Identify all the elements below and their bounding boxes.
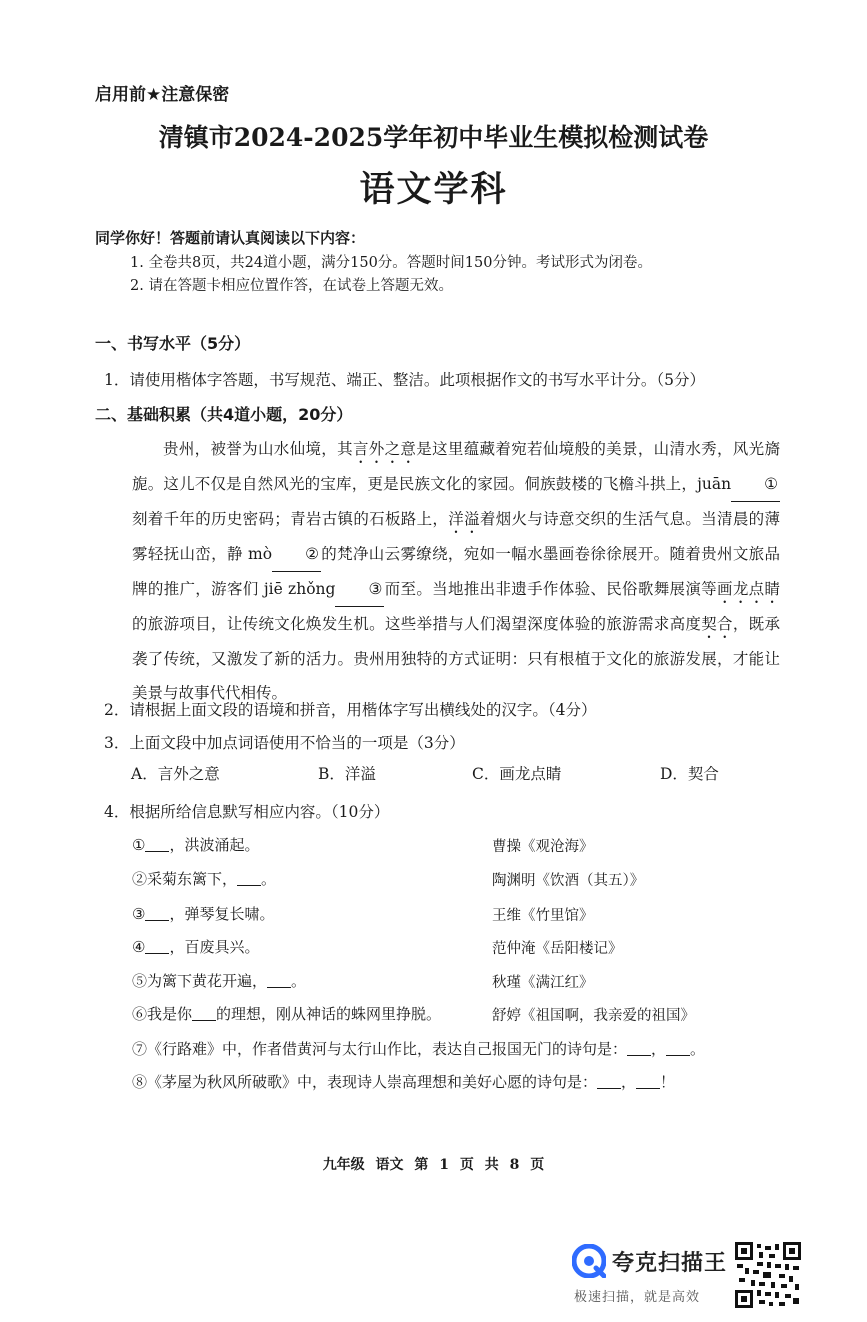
brand-slogan: 极速扫描，就是高效 (574, 1290, 701, 1305)
question-1: 1．请使用楷体字答题，书写规范、端正、整洁。此项根据作文的书写水平计分。（5分） (104, 371, 705, 389)
section-heading: 一、书写水平（5分） (95, 334, 251, 353)
option-c: C．画龙点睛 (472, 765, 562, 783)
notice-heading: 同学你好！答题前请认真阅读以下内容： (95, 229, 366, 247)
scanner-watermark (570, 1244, 735, 1310)
dotted-word: 契合 (701, 615, 733, 633)
dotted-word: 言外之意 (352, 440, 417, 458)
qr-code-icon (735, 1242, 801, 1308)
option-a: A．言外之意 (131, 765, 220, 783)
notice-item: 2. 请在答题卡相应位置作答，在试卷上答题无效。 (130, 278, 453, 294)
reading-passage: 贵州，被誉为山水仙境，其言外之意是这里蕴藏着宛若仙境般的美景，山清水秀，风光旖旎。这儿不仅是自然风光的宝库，更是民族文化的家园。侗族鼓楼的飞檐斗拱上，juān ①刻着千年的历史密码；青岩古镇的石板路上，洋溢着烟火与诗意交织的生活气息。当清晨的薄雾轻抚山峦，静 mò ② 的梵净山云雾缭绕，宛如一幅水墨画卷徐徐展开。随着贵州文旅品牌的推广，游客们 jiē zhǒng ③ 而至。当地推出非遗手作体验、民俗歌舞展演等画龙点睛的旅游项目，让传统文化焕发生机。这些举措与人们渴望深度体验的旅游需求高度契合，既承袭了传统，又激发了新的活力。贵州用独特的方式证明：只有根植于文化的旅游发展，才能让美景与故事代代相传。 (132, 440, 780, 702)
section-heading: 二、基础积累（共4道小题，20分） (95, 405, 353, 424)
recite-source: 舒婷《祖国啊，我亲爱的祖国》 (492, 1008, 695, 1024)
dotted-word: 洋溢 (448, 510, 480, 528)
option-d: D．契合 (660, 765, 719, 783)
quark-logo-icon (572, 1244, 606, 1278)
option-b: B．洋溢 (318, 765, 376, 783)
page-footer: 九年级 语文 第 1 页 共 8 页 (322, 1157, 545, 1173)
recite-line: ⑤为篱下黄花开遍， 。 (132, 972, 307, 990)
recite-line-8: ⑧《茅屋为秋风所破歌》中，表现诗人崇高理想和美好心愿的诗句是： ， ！ (132, 1073, 676, 1091)
recite-line: ⑥我是你 的理想，刚从神话的蛛网里挣脱。 (132, 1005, 442, 1023)
question-4: 4．根据所给信息默写相应内容。（10分） (104, 803, 390, 821)
recite-line: ②采菊东篱下， 。 (132, 870, 277, 888)
dotted-word: 画龙点睛 (717, 580, 780, 598)
exam-title: 清镇市2024-2025学年初中毕业生模拟检测试卷 (158, 123, 709, 152)
blank-2: ② (272, 537, 321, 572)
recite-line: ① ，洪波涌起。 (132, 836, 260, 854)
recite-line: ④ ，百废具兴。 (132, 938, 260, 956)
question-2: 2．请根据上面文段的语境和拼音，用楷体字写出横线处的汉字。（4分） (104, 701, 597, 719)
recite-source: 曹操《观沧海》 (492, 839, 594, 855)
notice-item: 1. 全卷共8页，共24道小题，满分150分。答题时间150分钟。考试形式为闭卷。 (130, 255, 652, 271)
blank-3: ③ (335, 572, 384, 607)
recite-source: 范仲淹《岳阳楼记》 (492, 941, 623, 957)
subject-title: 语文学科 (359, 169, 508, 210)
recite-source: 王维《竹里馆》 (492, 908, 594, 924)
question-3: 3．上面文段中加点词语使用不恰当的一项是（3分） (104, 734, 465, 752)
blank-1: ① (731, 467, 780, 502)
brand-name: 夸克扫描王 (612, 1251, 728, 1276)
recite-source: 秋瑾《满江红》 (492, 975, 594, 991)
recite-line-7: ⑦《行路难》中，作者借黄河与太行山作比，表达自己报国无门的诗句是： ， 。 (132, 1040, 706, 1058)
recite-source: 陶渊明《饮酒（其五）》 (492, 873, 645, 889)
recite-line: ③ ，弹琴复长啸。 (132, 905, 275, 923)
confidential-label: 启用前★注意保密 (95, 85, 230, 105)
